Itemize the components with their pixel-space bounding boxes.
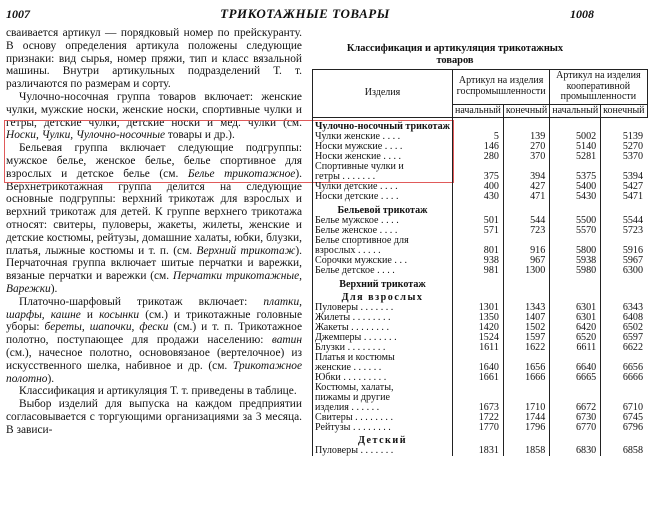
row-article-value: 1350 (452, 313, 503, 323)
col-header-gov-article: Артикул на изделия госпромышленности (452, 70, 549, 105)
link-scarves[interactable]: платки, шарфы, кашне (6, 295, 302, 321)
row-article-value: 5800 (550, 246, 601, 256)
row-article-value: 5723 (601, 226, 647, 236)
row-article-value: 1301 (452, 303, 503, 313)
row-article-value (601, 202, 647, 216)
row-article-value: 6730 (550, 413, 601, 423)
row-product-name: Для взрослых (313, 290, 453, 303)
row-article-value: 938 (452, 256, 503, 266)
row-article-value: 501 (452, 216, 503, 226)
row-article-value: 1407 (503, 313, 549, 323)
col-header-coop-article: Артикул на изделия кооперативной промышленности (550, 70, 647, 105)
row-article-value (503, 202, 549, 216)
row-article-value (550, 118, 601, 133)
row-product-name: Носки женские . . . . (313, 152, 453, 162)
row-article-value: 5375 (550, 172, 601, 182)
row-product-name: Платья и костюмы (313, 353, 453, 363)
row-article-value: 801 (452, 246, 503, 256)
row-product-name: Носки мужские . . . . (313, 142, 453, 152)
row-article-value (550, 383, 601, 393)
row-article-value: 1710 (503, 403, 549, 413)
row-product-name: Носки детские . . . . (313, 192, 453, 202)
row-article-value: 1597 (503, 333, 549, 343)
paragraph-scarf-group: Платочно-шарфовый трикотаж включает: платки, шарфы, кашне и косынки (см.) и трикотажные головные уборы: береты, шапочки, фески (см.) и т. п. Трикотажное полотно, поступающее для продажи населению: ватин (см.), начесное полотно, основовязаное (вертелочное) из искусственного шелка, набивное и др. (см. Трикотажное полотно). (6, 295, 303, 385)
row-article-value: 5002 (550, 132, 601, 142)
row-product-name: Белье женское . . . . (313, 226, 453, 236)
row-article-value: 5430 (550, 192, 601, 202)
row-product-name: Бельевой трикотаж (313, 202, 453, 216)
row-article-value (550, 276, 601, 290)
col-header-coop-end: конечный (601, 104, 647, 118)
row-article-value: 5140 (550, 142, 601, 152)
row-article-value: 6301 (550, 313, 601, 323)
row-product-name: Чулки женские . . . . (313, 132, 453, 142)
table-title: Классификация и артикуляция трикотажных товаров (346, 43, 564, 66)
row-product-name: Чулочно-носочный трикотаж (313, 118, 453, 133)
link-kerchiefs[interactable]: косынки (99, 308, 140, 321)
row-article-value: 6622 (601, 343, 647, 353)
row-article-value: 270 (503, 142, 549, 152)
row-article-value: 139 (503, 132, 549, 142)
row-article-value: 6830 (550, 446, 601, 456)
row-product-name: Рейтузы . . . . . . . . (313, 423, 453, 433)
row-article-value: 5370 (601, 152, 647, 162)
row-article-value: 6597 (601, 333, 647, 343)
row-product-name: женские . . . . . . (313, 363, 453, 373)
row-article-value: 981 (452, 266, 503, 276)
row-product-name: Сорочки мужские . . . (313, 256, 453, 266)
row-product-name: Пуловеры . . . . . . . (313, 446, 453, 456)
row-product-name: гетры . . . . . . . (313, 172, 453, 182)
row-article-value: 544 (503, 216, 549, 226)
row-article-value: 5471 (601, 192, 647, 202)
paragraph-table-reference: Классификация и артикуляция Т. т. приведены в таблице. (19, 385, 297, 398)
row-article-value: 280 (452, 152, 503, 162)
row-article-value: 916 (503, 246, 549, 256)
row-article-value: 1722 (452, 413, 503, 423)
row-article-value: 1796 (503, 423, 549, 433)
col-header-products: Изделия (313, 70, 453, 118)
row-article-value: 370 (503, 152, 549, 162)
row-article-value: 430 (452, 192, 503, 202)
row-article-value (503, 276, 549, 290)
row-article-value (601, 383, 647, 393)
row-product-name: Белье мужское . . . . (313, 216, 453, 226)
row-product-name: взрослых . . . . . (313, 246, 453, 256)
paragraph-hosiery-group: Чулочно-носочная группа товаров включает: женские чулки, мужские носки, женские носки, спортивные чулки и гетры, детские чулки, детские носки и мед. чулки (см. Носки, Чулки, Чулочно-носочные товары и др.). (6, 90, 302, 142)
row-article-value: 6770 (550, 423, 601, 433)
row-article-value: 5570 (550, 226, 601, 236)
page-number-right: 1008 (570, 7, 594, 21)
row-article-value: 6611 (550, 343, 601, 353)
row-article-value: 6408 (601, 313, 647, 323)
row-article-value: 5938 (550, 256, 601, 266)
row-article-value: 1744 (503, 413, 549, 423)
row-article-value: 5500 (550, 216, 601, 226)
table-row (313, 192, 648, 202)
col-header-gov-end: конечный (503, 104, 549, 118)
row-article-value: 1666 (503, 373, 549, 383)
row-product-name: Верхний трикотаж (313, 276, 453, 290)
link-knit-fabric[interactable]: Трикотажное полотно (6, 359, 302, 385)
table-section-row (313, 276, 648, 290)
row-article-value: 967 (503, 256, 549, 266)
row-article-value (550, 202, 601, 216)
row-product-name: Юбки . . . . . . . . . (313, 373, 453, 383)
table-section-row (313, 202, 648, 216)
row-article-value (452, 276, 503, 290)
col-header-coop-start: начальный (550, 104, 601, 118)
row-article-value: 6301 (550, 303, 601, 313)
row-article-value: 1420 (452, 323, 503, 333)
row-article-value (452, 202, 503, 216)
row-product-name: Спортивные чулки и (313, 162, 453, 172)
table-section-row (313, 118, 648, 133)
row-article-value (452, 383, 503, 393)
row-article-value: 6666 (601, 373, 647, 383)
row-product-name: Белье детское . . . . (313, 266, 453, 276)
row-article-value: 6300 (601, 266, 647, 276)
row-article-value: 394 (503, 172, 549, 182)
row-product-name: изделия . . . . . . (313, 403, 453, 413)
row-article-value: 6710 (601, 403, 647, 413)
link-outer-knitwear[interactable]: Верхний трикотаж (196, 244, 296, 257)
link-knit-gloves[interactable]: Перчатки трикотажные, Варежки (6, 270, 302, 295)
row-article-value: 427 (503, 182, 549, 192)
paragraph-product-selection: Выбор изделий для выпуска на каждом предприятии согласовывается с торгующими организациями за 3 месяца. В зависи- (6, 398, 302, 436)
row-article-value: 6640 (550, 363, 601, 373)
row-article-value: 1622 (503, 343, 549, 353)
row-product-name: Пуловеры . . . . . . . (313, 303, 453, 313)
row-article-value: 6502 (601, 323, 647, 333)
row-article-value: 5427 (601, 182, 647, 192)
row-article-value (503, 383, 549, 393)
row-article-value: 1502 (503, 323, 549, 333)
running-header-title: ТРИКОТАЖНЫЕ ТОВАРЫ (220, 6, 390, 21)
row-article-value: 471 (503, 192, 549, 202)
row-article-value: 146 (452, 142, 503, 152)
row-product-name: Костюмы, халаты, (313, 383, 453, 393)
row-product-name: Жакеты . . . . . . . . (313, 323, 453, 333)
row-article-value (601, 118, 647, 133)
row-article-value: 5400 (550, 182, 601, 192)
row-article-value: 5270 (601, 142, 647, 152)
row-article-value: 5281 (550, 152, 601, 162)
row-article-value: 723 (503, 226, 549, 236)
row-article-value: 1300 (503, 266, 549, 276)
row-product-name: Чулки детские . . . . (313, 182, 453, 192)
row-article-value: 1831 (452, 446, 503, 456)
row-article-value: 6665 (550, 373, 601, 383)
row-product-name: Джемперы . . . . . . . (313, 333, 453, 343)
row-article-value: 1524 (452, 333, 503, 343)
row-article-value: 1858 (503, 446, 549, 456)
row-article-value: 1661 (452, 373, 503, 383)
classification-table (312, 69, 645, 457)
row-product-name: Блузки . . . . . . . . (313, 343, 453, 353)
row-article-value: 1770 (452, 423, 503, 433)
row-article-value: 6745 (601, 413, 647, 423)
link-wadding[interactable]: ватин (271, 334, 302, 347)
row-article-value: 5544 (601, 216, 647, 226)
row-article-value: 1611 (452, 343, 503, 353)
row-article-value: 6520 (550, 333, 601, 343)
paragraph-underwear-group: Бельевая группа включает следующие подгруппы: мужское белье, женское белье, белье спортивное для взрослых и детское белье (см. Белье трикотажное). Верхнетрикотажная группа делится на следующие основные подгруппы: верхний трикотаж для взрослых и верхний трикотаж для детей. К группе верхнего трикотажа относят: свитеры, пуловеры, жакеты, жилеты, женские и детские костюмы, рейтузы, домашние халаты, юбки, блузки, платья, лыжные костюмы и т. п. (см. Верхний трикотаж). Перчаточная группа включает шитые перчатки и варежки, вязаные перчатки и варежки (см. Перчатки трикотажные, Варежки). (6, 142, 302, 295)
row-article-value: 1640 (452, 363, 503, 373)
col-header-gov-start: начальный (452, 104, 503, 118)
table-row (313, 423, 648, 433)
row-article-value: 5139 (601, 132, 647, 142)
table-row (313, 266, 648, 276)
row-article-value: 5967 (601, 256, 647, 266)
row-article-value: 5394 (601, 172, 647, 182)
link-hats[interactable]: береты, шапочки, фески (44, 321, 169, 334)
table-row (313, 446, 648, 456)
row-article-value: 400 (452, 182, 503, 192)
row-product-name: Жилеты . . . . . . . . (313, 313, 453, 323)
row-article-value (452, 118, 503, 133)
paragraph-article-intro: сваивается артикул — порядковый номер по прейскуранту. В основу определения артикула положены следующие признаки: вид сырья, номер пряжи, тип и класс вязальной машины. Внутри артикульных подразделений Т. т. различаются по размерам и сорту. (6, 27, 302, 91)
row-article-value: 5980 (550, 266, 601, 276)
left-text-column (6, 27, 302, 437)
row-product-name: Детский (313, 433, 453, 446)
row-article-value: 6343 (601, 303, 647, 313)
row-article-value: 1673 (452, 403, 503, 413)
row-article-value (503, 118, 549, 133)
page-number-left: 1007 (6, 7, 30, 21)
row-article-value (601, 276, 647, 290)
link-knit-underwear[interactable]: Белье трикотажное (187, 167, 296, 180)
row-product-name: Белье спортивное для (313, 236, 453, 246)
row-article-value: 5 (452, 132, 503, 142)
row-article-value: 6858 (601, 446, 647, 456)
row-product-name: пижамы и другие (313, 393, 453, 403)
link-socks-stockings[interactable]: Носки, Чулки, Чулочно-носочные (6, 129, 166, 142)
row-article-value: 1343 (503, 303, 549, 313)
row-article-value: 6796 (601, 423, 647, 433)
row-article-value: 375 (452, 172, 503, 182)
row-article-value: 5916 (601, 246, 647, 256)
row-article-value: 6420 (550, 323, 601, 333)
row-product-name: Свитеры . . . . . . . . (313, 413, 453, 423)
row-article-value: 6656 (601, 363, 647, 373)
row-article-value: 1656 (503, 363, 549, 373)
row-article-value: 571 (452, 226, 503, 236)
row-article-value: 6672 (550, 403, 601, 413)
